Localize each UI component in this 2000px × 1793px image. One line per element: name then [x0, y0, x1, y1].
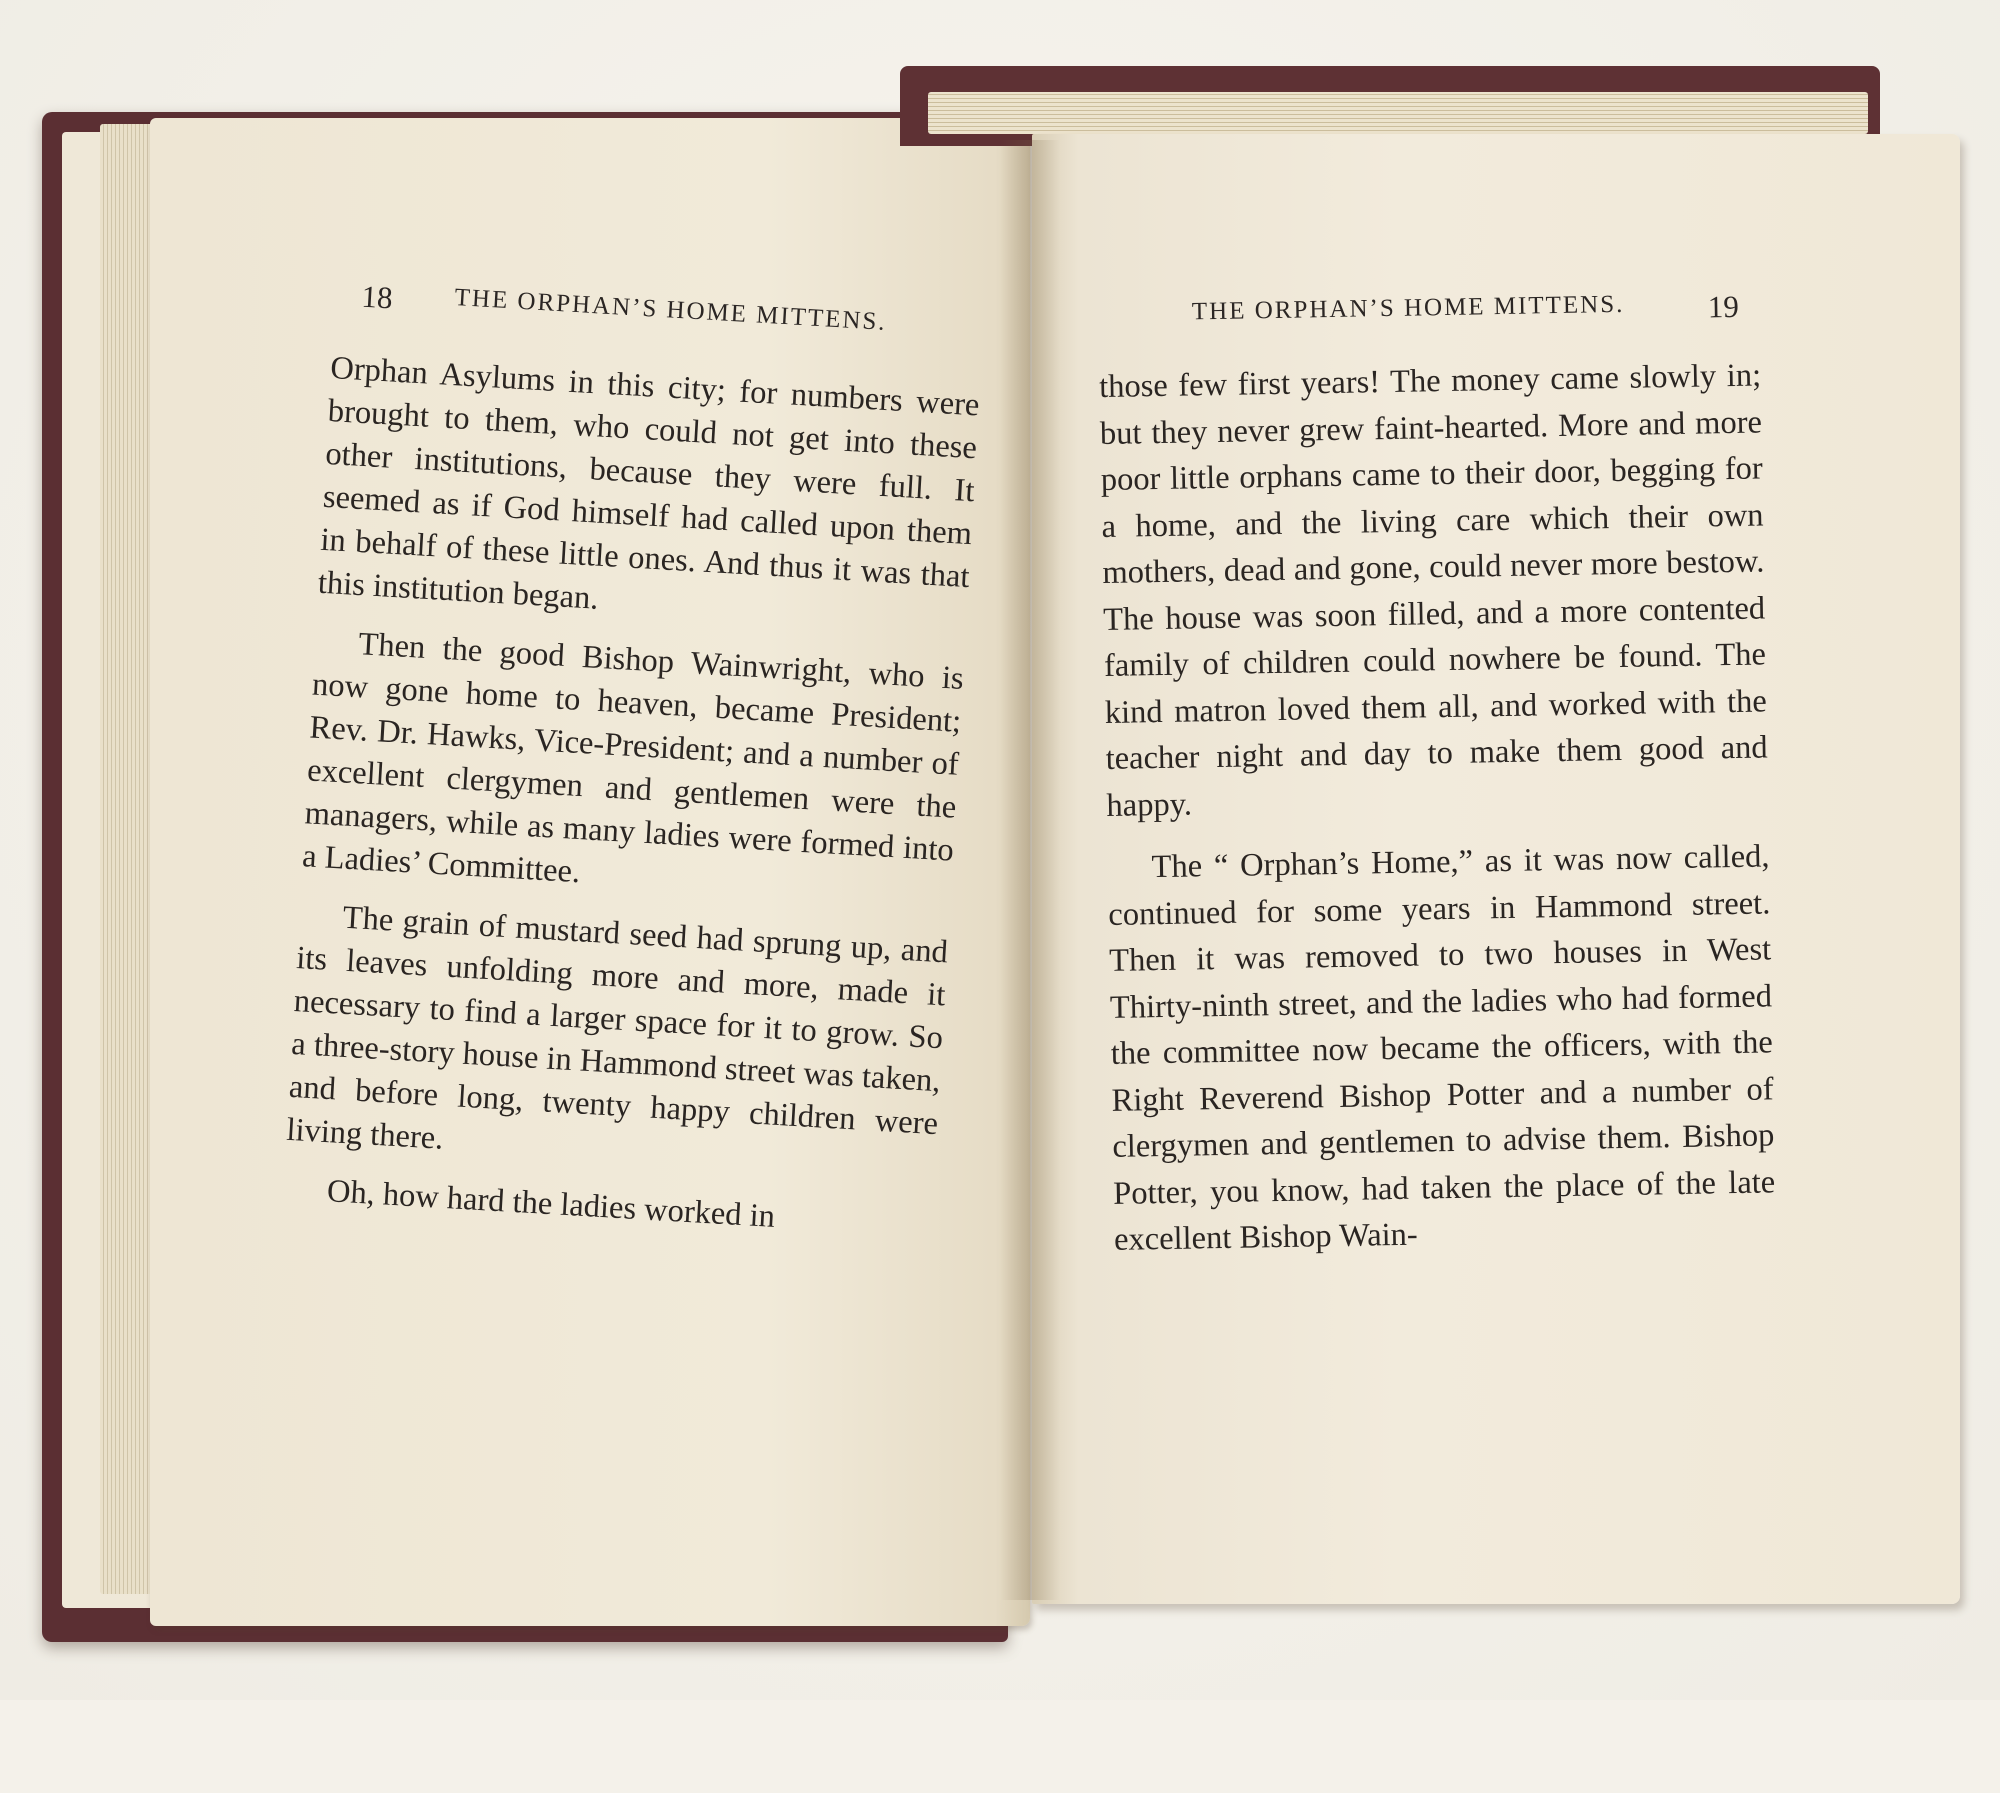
- paragraph: Oh, how hard the ladies worked in: [326, 1173, 776, 1235]
- running-head-right: THE ORPHAN’S HOME MITTENS.: [1191, 290, 1625, 326]
- paragraph: The “ Orphan’s Home,” as it was now called, continued for some years in Hammond street. Then it was removed to two houses in West Thirty-ninth street, and the ladies who had formed the committee now became the officers, with the Right Reverend Bishop Potter and a number of clergymen and gentlemen to advise them. Bishop Potter, you know, had taken the place of the late excellent Bishop Wain-: [1108, 838, 1776, 1258]
- paragraph: Orphan Asylums in this city; for numbers were brought to them, who could not get into these other institutions, because they were full. It seemed as if God himself had called upon them in behalf of these little ones. And thus it was that this institution began.: [317, 350, 981, 617]
- paragraph: those few first years! The money came slowly in; but they never grew faint-hearted. More and more poor little orphans came to their door, begging for a home, and the living care which their own mothers, dead and gone, could never more bestow. The house was soon filled, and a more contented family of children could nowhere be found. The kind matron loved them all, and worked with the teacher night and day to make them good and happy.: [1098, 357, 1768, 824]
- running-head-left: THE ORPHAN’S HOME MITTENS.: [453, 284, 888, 336]
- right-body: [1099, 352, 1777, 1279]
- page-number-right: 19: [1707, 288, 1740, 325]
- page-number-left: 18: [360, 278, 394, 316]
- paragraph: Then the good Bishop Wainwright, who is now gone home to heaven, became President; Rev. Dr. Hawks, Vice-President; and a number of excellent clergymen and gentlemen were the managers, while as many ladies were formed into a Ladies’ Committee.: [301, 626, 965, 891]
- paragraph: The grain of mustard seed had sprung up, and its leaves unfolding more and more, made it necessary to find a larger space for it to grow. So a three-story house in Hammond street was taken, and before long, twenty happy children were living there.: [285, 899, 949, 1157]
